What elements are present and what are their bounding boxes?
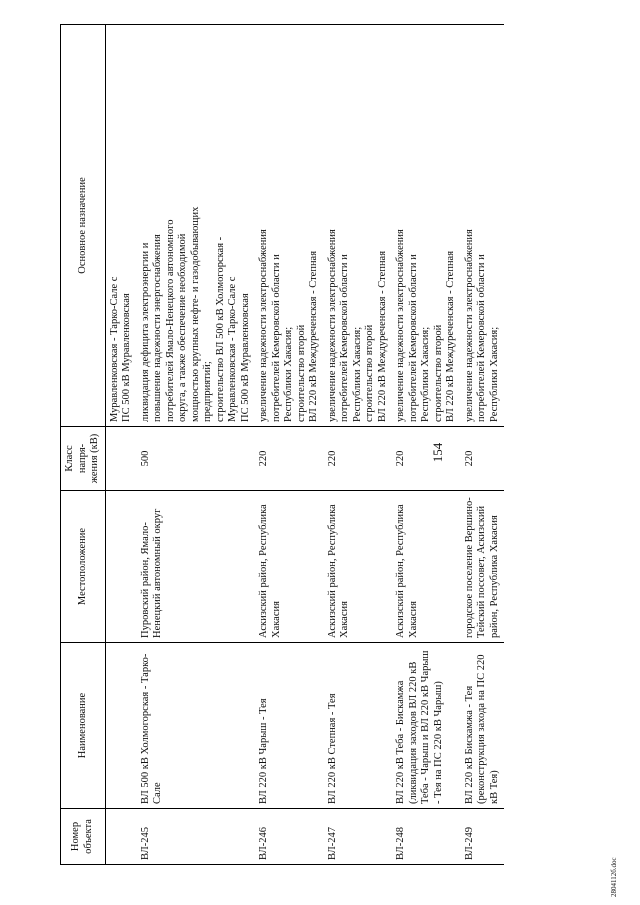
purpose-line: округа, а также обеспечение необходимой	[177, 233, 188, 422]
purpose-line: потребителей Ямало-Ненецкого автономного	[164, 219, 176, 422]
purpose-line: ВЛ 220 кВ Междуреченская - Степная	[308, 250, 319, 422]
purpose-line: ПС 500 кВ Муравленковская	[239, 293, 251, 422]
document-id: 2804112б.doc	[610, 857, 618, 897]
purpose-line: строительство второй	[295, 324, 307, 422]
purpose-line: Муравленковская - Тарко-Сале с	[227, 276, 238, 422]
cell-number: ВЛ-247	[324, 809, 393, 865]
purpose-line: ВЛ 220 кВ Междуреченская - Степная	[376, 250, 388, 422]
cell-purpose	[255, 25, 324, 427]
purpose-line: ликвидация дефицита электроэнергии и	[139, 242, 151, 422]
header-location: Местоположение	[61, 491, 106, 643]
cell-location: Аскизский район, Республика Хакасия	[324, 491, 393, 643]
purpose-line: строительство ВЛ 500 кВ Холмогорская -	[214, 236, 226, 422]
cell-purpose	[324, 25, 393, 427]
cell-location: Аскизский район, Республика Хакасия	[255, 491, 324, 643]
cell-name: ВЛ 220 кВ Степная - Тея	[324, 643, 393, 809]
purpose-line: Республики Хакасия;	[420, 326, 431, 422]
cell-voltage: 500	[137, 427, 256, 491]
purpose-line: потребителей Кемеровской области и	[270, 254, 282, 422]
cell-name: ВЛ 500 кВ Холмогорская - Тарко-Сале	[137, 643, 256, 809]
table-row	[324, 25, 393, 865]
header-number: Номер объекта	[61, 809, 106, 865]
table-row	[461, 25, 505, 865]
purpose-line: строительство второй	[364, 324, 375, 422]
cell-voltage: 220	[255, 427, 324, 491]
purpose-line: Муравленковская - Тарко-Сале с	[108, 276, 120, 422]
cell-number: ВЛ-249	[461, 809, 505, 865]
header-voltage: Класс напря-жения (кВ)	[61, 427, 106, 491]
cell-name: ВЛ 220 кВ Бискамжа - Тея (реконструкция захода на ПС 220 кВ Тея)	[461, 643, 505, 809]
purpose-line: потребителей Кемеровской области и	[407, 254, 419, 422]
cell-purpose	[392, 25, 461, 427]
purpose-line: повышение надежности энергоснабжения	[152, 234, 163, 422]
cell-location	[105, 491, 137, 643]
purpose-line: потребителей Кемеровской области и	[339, 254, 350, 422]
cell-voltage: 220	[461, 427, 505, 491]
cell-voltage: 220	[324, 427, 393, 491]
cell-voltage	[105, 427, 137, 491]
table-row	[137, 25, 256, 865]
cell-number: ВЛ-246	[255, 809, 324, 865]
cell-voltage: 220	[392, 427, 461, 491]
table-row	[255, 25, 324, 865]
purpose-line: увеличение надежности электроснабжения	[326, 229, 338, 422]
cell-purpose	[105, 25, 137, 427]
purpose-line: мощностью крупных нефте- и газодобывающих	[189, 206, 201, 422]
purpose-line: потребителей Кемеровской области и	[476, 254, 487, 422]
purpose-line: увеличение надежности электроснабжения	[463, 229, 475, 422]
table-header-row	[61, 25, 106, 865]
purpose-line: Республики Хакасия;	[283, 326, 294, 422]
table-row	[392, 25, 461, 865]
purpose-line: ПС 500 кВ Муравленковская	[121, 293, 132, 422]
purpose-line: увеличение надежности электроснабжения	[395, 229, 406, 422]
cell-number	[105, 809, 137, 865]
cell-number: ВЛ-248	[392, 809, 461, 865]
cell-name	[105, 643, 137, 809]
purpose-line: Республики Хакасия;	[351, 326, 363, 422]
page-number: 154	[430, 442, 445, 463]
cell-name: ВЛ 220 кВ Чарыш - Тея	[255, 643, 324, 809]
cell-name: ВЛ 220 кВ Теба - Бискамжа (ликвидация заходов ВЛ 220 кВ Теба - Чарыш и ВЛ 220 кВ Чарыш - Тея на ПС 220 кВ Чарыш)	[392, 643, 461, 809]
purpose-line: увеличение надежности электроснабжения	[258, 229, 269, 422]
cell-location: городское поселение Вершино-Тейский поссовет, Аскизский район, Республика Хакасия	[461, 491, 505, 643]
header-name: Наименование	[61, 643, 106, 809]
header-purpose: Основное назначение	[61, 25, 106, 427]
purpose-line: предприятий;	[202, 361, 213, 422]
purpose-line: ВЛ 220 кВ Междуреченская - Степная	[445, 250, 456, 422]
cell-location: Пуровский район, Ямало-Ненецкий автономный округ	[137, 491, 256, 643]
purpose-line: Республики Хакасия;	[488, 326, 500, 422]
purpose-line: строительство второй	[432, 324, 444, 422]
table-row	[105, 25, 137, 865]
cell-purpose	[461, 25, 505, 427]
cell-purpose	[137, 25, 256, 427]
cell-number: ВЛ-245	[137, 809, 256, 865]
cell-location: Аскизский район, Республика Хакасия	[392, 491, 461, 643]
